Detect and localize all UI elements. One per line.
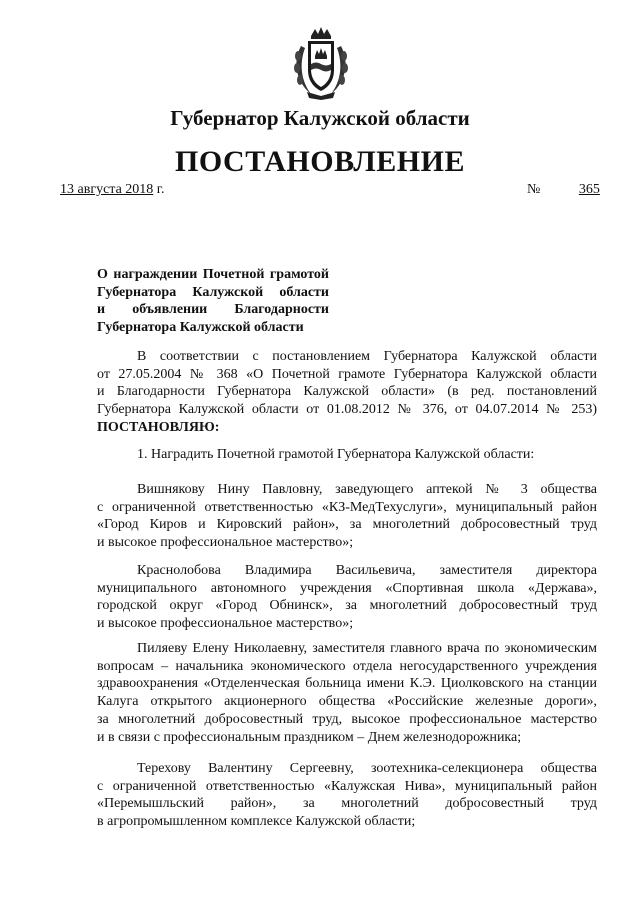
subject-line: Губернатора Калужской области — [97, 320, 304, 336]
text-line: городской округ «Город Обнинск», за многолетний добросовестный труд — [97, 598, 597, 614]
subject-line: и объявлении Благодарности — [97, 302, 329, 318]
text-line: с ограниченной ответственностью «Калужская Нива», муниципальный район — [97, 778, 597, 794]
date-suffix: г. — [156, 182, 165, 197]
issuing-authority: Губернатор Калужской области — [170, 106, 470, 130]
document-subject — [97, 266, 329, 337]
text-line: Терехову Валентину Сергеевну, зоотехника-селекционера общества — [137, 761, 597, 776]
date-value: 13 августа 2018 — [60, 182, 154, 197]
text-line: с ограниченной ответственностью «КЗ-МедТехуслуги», муниципальный район — [97, 499, 597, 515]
text-line: муниципального автономного учреждения «Спортивная школа «Держава», — [97, 580, 597, 596]
awardee-paragraph — [97, 481, 597, 552]
text-line: вопросам – начальника экономического отдела негосударственного учреждения — [97, 658, 597, 674]
subject-line: Губернатора Калужской области — [97, 284, 329, 300]
document-date — [38, 182, 164, 198]
preamble-paragraph — [97, 348, 597, 437]
text-line: Губернатора Калужской области от 01.08.2012 № 376, от 04.07.2014 № 253) — [97, 402, 597, 418]
text-line: 1. Наградить Почетной грамотой Губернатора Калужской области: — [137, 447, 535, 462]
text-line: В соответствии с постановлением Губернатора Калужской области — [137, 349, 597, 364]
text-line: от 27.05.2004 № 368 «О Почетной грамоте Губернатора Калужской области — [97, 366, 597, 382]
text-line: здравоохранения «Отделенческая больница имени К.Э. Циолковского на станции — [97, 676, 597, 692]
text-line: за многолетний добросовестный труд, высокое профессиональное мастерство — [97, 711, 597, 727]
coat-of-arms-icon — [291, 26, 351, 100]
number-value: 365 — [578, 182, 600, 197]
text-line: «Город Киров и Кировский район», за многолетний добросовестный труд — [97, 517, 597, 533]
text-line: Калуга открытого акционерного общества «Российские железные дороги», — [97, 694, 597, 710]
text-line: Краснолобова Владимира Васильевича, заместителя директора — [137, 563, 597, 578]
text-line: Пиляеву Елену Николаевну, заместителя главного врача по экономическим — [137, 641, 597, 656]
document-type-title: ПОСТАНОВЛЕНИЕ — [175, 145, 465, 178]
text-line: и в связи с профессиональным праздником – Днем железнодорожника; — [97, 729, 522, 745]
awardee-paragraph — [97, 760, 597, 831]
number-label: № — [527, 182, 541, 197]
awardee-paragraph — [97, 640, 597, 746]
text-line: в агропромышленном комплексе Калужской области; — [97, 814, 416, 830]
text-line: и Благодарности Губернатора Калужской области» (в ред. постановлений — [97, 384, 597, 400]
text-line: Вишнякову Нину Павловну, заведующего аптекой № 3 общества — [137, 482, 597, 497]
item-1-paragraph — [97, 446, 597, 464]
text-line: и высокое профессиональное мастерство»; — [97, 535, 354, 551]
resolve-word: ПОСТАНОВЛЯЮ: — [97, 419, 220, 435]
awardee-paragraph — [97, 562, 597, 633]
text-line: и высокое профессиональное мастерство»; — [97, 616, 354, 632]
text-line: «Перемышльский район», за многолетний добросовестный труд — [97, 796, 597, 812]
document-number — [527, 182, 600, 198]
subject-line: О награждении Почетной грамотой — [97, 267, 329, 282]
